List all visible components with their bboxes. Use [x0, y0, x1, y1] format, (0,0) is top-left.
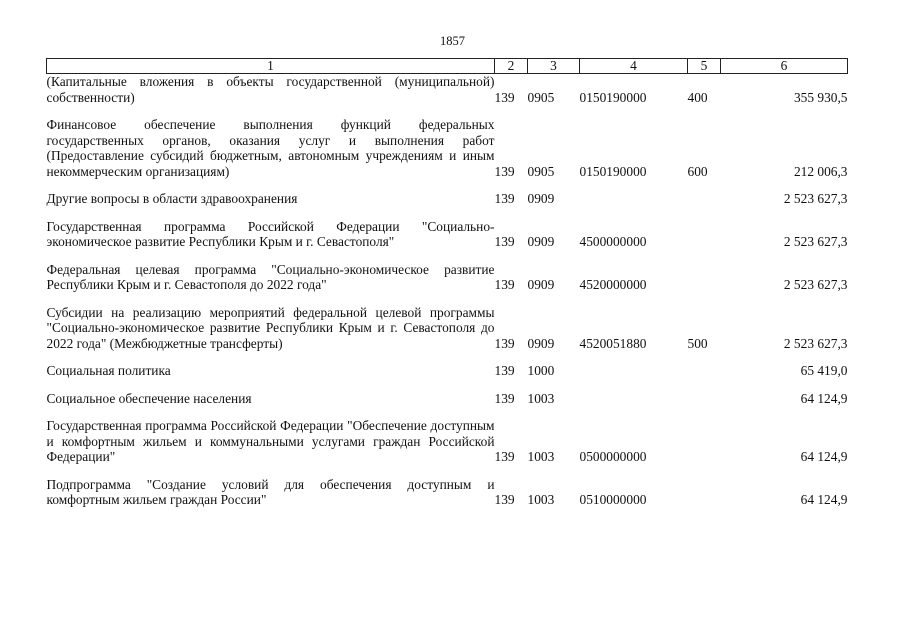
table-row	[47, 262, 848, 293]
row-spacer	[47, 207, 848, 219]
row-section-code: 1003	[527, 492, 555, 507]
row-expense-type: 400	[687, 89, 708, 105]
row-name: Социальная политика	[46, 363, 171, 378]
row-section-code: 1000	[527, 363, 555, 378]
row-ministry-code: 139	[494, 163, 515, 179]
row-ministry-code: 139	[494, 492, 515, 507]
row-name: Федеральная целевая программа "Социально-экономическое развитие Республики Крым и г. Севастополя до 2022 года"	[46, 261, 495, 292]
row-ministry-code: 139	[494, 449, 515, 464]
row-spacer	[47, 105, 848, 117]
row-section-code: 0909	[527, 234, 555, 249]
row-expense-type	[688, 262, 721, 293]
row-expense-type	[688, 477, 721, 508]
row-section-code: 0909	[527, 335, 555, 351]
row-ministry-code: 139	[494, 335, 515, 351]
row-section-code: 0905	[527, 89, 555, 105]
row-section-code: 0909	[527, 277, 555, 292]
row-amount: 2 523 627,3	[783, 191, 848, 206]
row-spacer	[47, 250, 848, 262]
row-ministry-code: 139	[494, 277, 515, 292]
column-header-3: 3	[528, 59, 580, 74]
row-ministry-code: 139	[494, 191, 515, 206]
row-expense-type	[688, 363, 721, 379]
row-name: Подпрограмма "Создание условий для обеспечения доступным и комфортным жильем граждан России"	[46, 476, 495, 507]
page-number: 1857	[440, 34, 465, 48]
row-section-code: 1003	[527, 449, 555, 464]
row-name: Государственная программа Российской Федерации "Обеспечение доступным и комфортным жильем и коммунальными услугами граждан Российской Федерации"	[46, 418, 495, 464]
column-header-5: 5	[688, 59, 721, 74]
header-row	[47, 59, 848, 74]
row-section-code: 0909	[527, 191, 555, 206]
row-expense-type: 500	[687, 335, 708, 351]
row-expense-type	[688, 219, 721, 250]
table-row	[47, 74, 848, 106]
row-name: Социальное обеспечение населения	[46, 390, 252, 406]
row-name: Другие вопросы в области здравоохранения	[46, 191, 298, 206]
row-amount: 355 930,5	[793, 89, 848, 105]
row-expense-type	[688, 391, 721, 407]
table-row	[47, 363, 848, 379]
table-row	[47, 219, 848, 250]
row-ministry-code: 139	[494, 390, 515, 406]
row-ministry-code: 139	[494, 234, 515, 249]
column-header-6: 6	[721, 59, 848, 74]
row-section-code: 1003	[527, 390, 555, 406]
row-target-code	[580, 363, 688, 379]
row-spacer	[47, 351, 848, 363]
row-amount: 65 419,0	[800, 363, 848, 378]
row-target-code: 4520051880	[579, 335, 647, 351]
row-target-code: 0150190000	[579, 163, 647, 179]
row-name: Государственная программа Российской Федерации "Социально-экономическое развитие Республики Крым и г. Севастополя"	[46, 218, 495, 249]
row-amount: 64 124,9	[800, 449, 848, 464]
row-section-code: 0905	[527, 163, 555, 179]
row-ministry-code: 139	[494, 363, 515, 378]
row-expense-type	[688, 191, 721, 207]
table-row	[47, 117, 848, 179]
row-amount: 64 124,9	[800, 492, 848, 507]
row-target-code: 0150190000	[579, 89, 647, 105]
row-expense-type: 600	[687, 163, 708, 179]
table-row	[47, 191, 848, 207]
budget-table	[46, 58, 848, 508]
row-expense-type	[688, 418, 721, 465]
row-spacer	[47, 406, 848, 418]
row-amount: 2 523 627,3	[783, 277, 848, 292]
row-target-code	[580, 391, 688, 407]
row-spacer	[47, 379, 848, 391]
column-header-4: 4	[580, 59, 688, 74]
table-row	[47, 418, 848, 465]
row-amount: 64 124,9	[800, 390, 848, 406]
table-row	[47, 305, 848, 352]
table-row	[47, 477, 848, 508]
row-amount: 2 523 627,3	[783, 335, 848, 351]
row-name: Финансовое обеспечение выполнения функций федеральных государственных органов, оказания услуг и выполнения работ (Предоставление субсидий бюджетным, автономным учреждениям и иным некоммерческим организациям)	[46, 117, 495, 179]
row-ministry-code: 139	[494, 89, 515, 105]
row-target-code	[580, 191, 688, 207]
row-amount: 212 006,3	[793, 163, 848, 179]
row-target-code: 4500000000	[579, 234, 647, 249]
column-header-1: 1	[47, 59, 495, 74]
row-spacer	[47, 465, 848, 477]
column-header-2: 2	[495, 59, 528, 74]
row-name: (Капитальные вложения в объекты государственной (муниципальной) собственности)	[46, 74, 495, 105]
row-target-code: 0500000000	[579, 449, 647, 464]
table-row	[47, 391, 848, 407]
row-spacer	[47, 179, 848, 191]
row-name: Субсидии на реализацию мероприятий федеральной целевой программы "Социально-экономическое развитие Республики Крым и г. Севастополя до 2022 года" (Межбюджетные трансферты)	[46, 304, 495, 351]
row-target-code: 0510000000	[579, 492, 647, 507]
row-spacer	[47, 293, 848, 305]
row-target-code: 4520000000	[579, 277, 647, 292]
row-amount: 2 523 627,3	[783, 234, 848, 249]
